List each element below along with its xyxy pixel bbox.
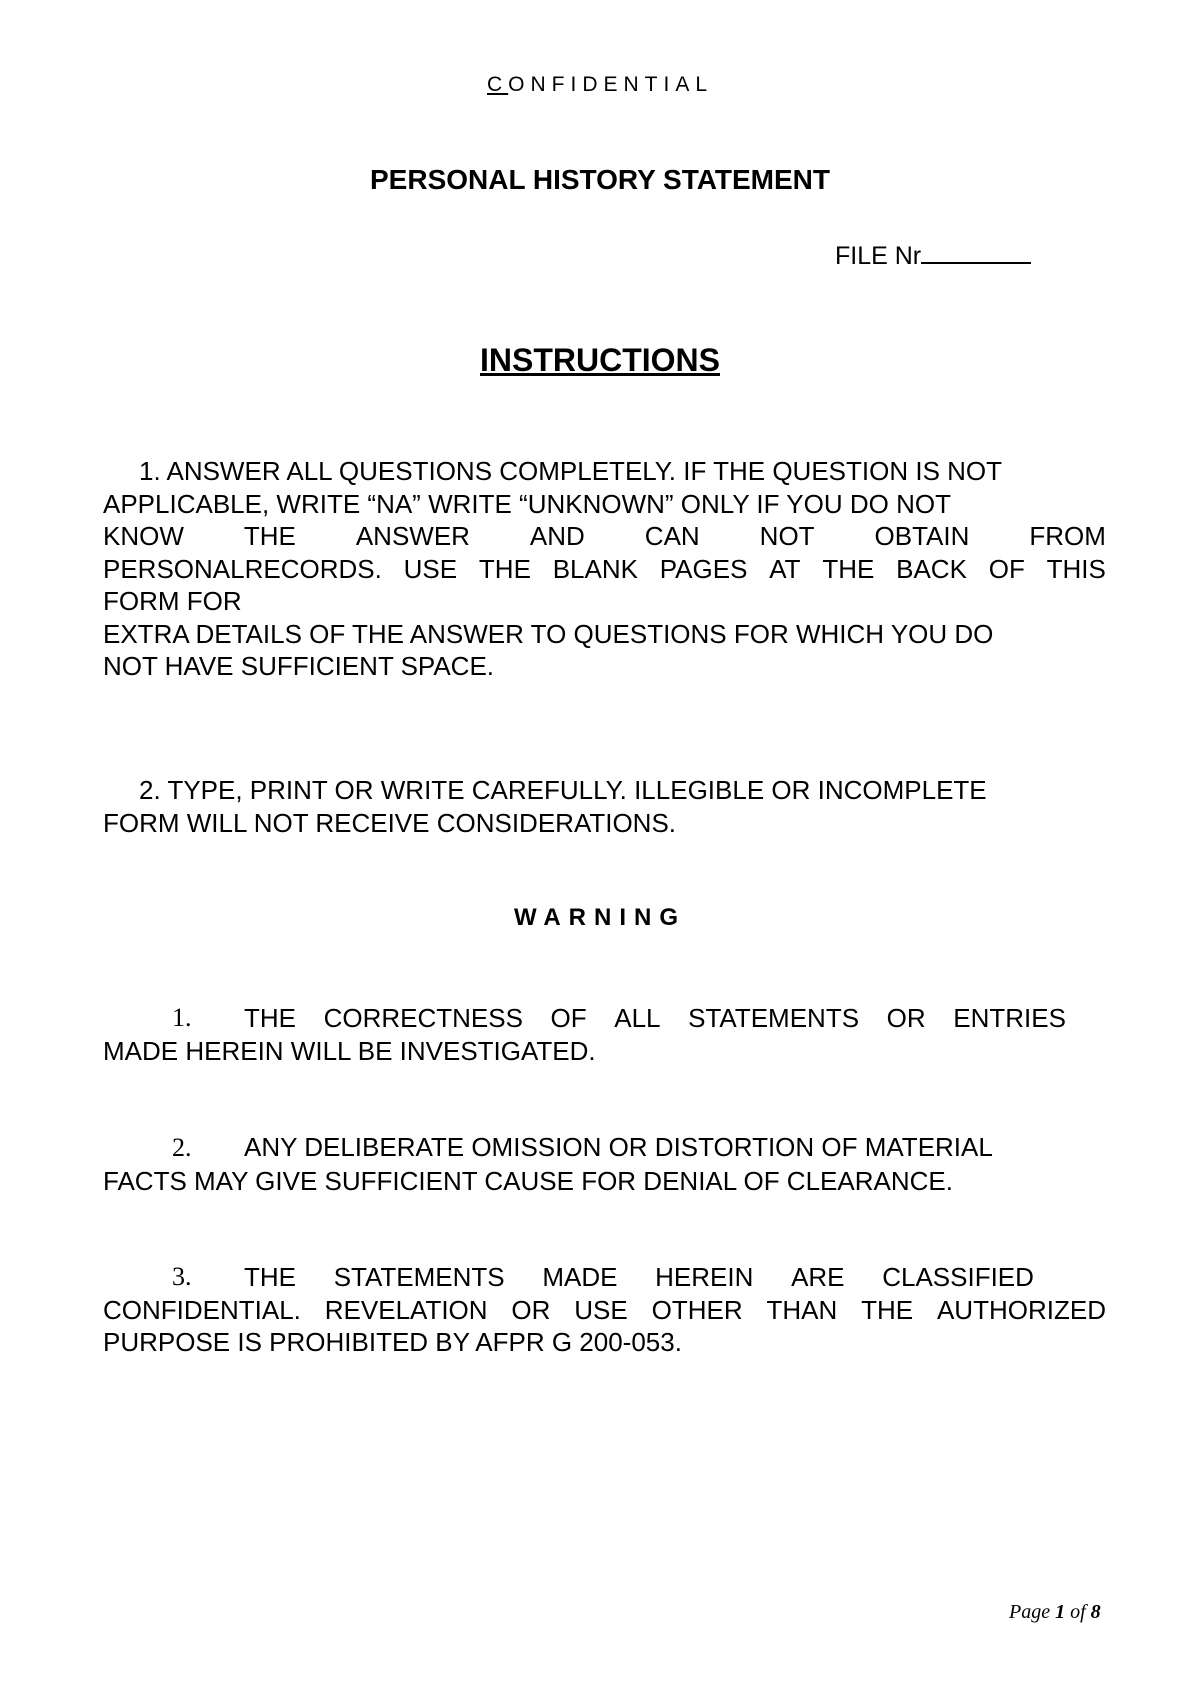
word: OR	[886, 1003, 926, 1033]
warning-2-line-2: FACTS MAY GIVE SUFFICIENT CAUSE FOR DENIAL OF CLEARANCE.	[103, 1165, 953, 1196]
word: THE	[244, 1262, 296, 1292]
warning-2-number: 2.	[172, 1133, 192, 1162]
word: NOT	[759, 521, 815, 551]
warning-heading: WARNING	[514, 904, 686, 931]
instruction-1-line-6: EXTRA DETAILS OF THE ANSWER TO QUESTIONS FOR WHICH YOU DO	[103, 618, 994, 649]
word: AND	[529, 521, 585, 551]
instruction-1-line-7: NOT HAVE SUFFICIENT SPACE.	[103, 651, 495, 681]
warning-item-3	[103, 1261, 1106, 1359]
confidential-header	[0, 73, 1200, 97]
instruction-1-line-5: FORM FOR	[103, 586, 242, 616]
word: USE	[403, 553, 458, 584]
warning-1-line-2: MADE HEREIN WILL BE INVESTIGATED.	[103, 1035, 596, 1066]
word: PERSONALRECORDS.	[103, 553, 382, 584]
word: THIS	[1046, 553, 1106, 584]
word: ENTRIES	[953, 1003, 1066, 1033]
word: OTHER	[651, 1294, 743, 1325]
word: REVELATION	[324, 1294, 488, 1325]
word: BACK	[896, 553, 967, 584]
instruction-1-line-1: 1. ANSWER ALL QUESTIONS COMPLETELY. IF THE QUESTION IS NOT	[139, 456, 1003, 486]
footer-page-word: Page	[1009, 1601, 1051, 1623]
file-number-label: FILE Nr	[835, 242, 922, 270]
word: HEREIN	[655, 1262, 754, 1292]
word: THE	[478, 553, 531, 584]
word: FROM	[1029, 521, 1106, 551]
instructions-heading: INSTRUCTIONS	[480, 342, 720, 378]
instruction-item-2	[103, 774, 1106, 839]
word: STATEMENTS	[333, 1262, 505, 1292]
file-number-field	[835, 240, 1031, 271]
page-number-footer	[1009, 1601, 1101, 1624]
word: CLASSIFIED	[882, 1262, 1034, 1292]
instruction-1-line-3	[103, 520, 1106, 553]
instruction-item-1	[103, 455, 1106, 683]
word: OR	[511, 1294, 551, 1325]
word: ANSWER	[355, 521, 470, 551]
word: BLANK	[552, 553, 638, 584]
warning-item-2	[103, 1131, 1106, 1197]
word: THE	[861, 1294, 914, 1325]
document-title: PERSONAL HISTORY STATEMENT	[370, 164, 830, 195]
word: THE	[244, 1003, 296, 1033]
instruction-1-line-4	[103, 553, 1106, 586]
word: MADE	[542, 1262, 618, 1292]
warning-2-line-1	[103, 1131, 1106, 1165]
warning-3-line-3: PURPOSE IS PROHIBITED BY AFPR G 200-053.	[103, 1327, 682, 1357]
footer-of-word: of	[1070, 1601, 1086, 1623]
word: ARE	[791, 1262, 845, 1292]
word: THE	[243, 521, 296, 551]
word: CONFIDENTIAL.	[103, 1294, 301, 1325]
confidential-rest: ONFIDENTIAL	[508, 73, 714, 96]
instruction-1-line-2: APPLICABLE, WRITE “NA” WRITE “UNKNOWN” ONLY IF YOU DO NOT	[103, 488, 951, 519]
word: STATEMENTS	[688, 1003, 860, 1033]
instruction-2-line-2: FORM WILL NOT RECEIVE CONSIDERATIONS.	[103, 807, 677, 838]
warning-1-number: 1.	[172, 1003, 192, 1032]
word: CORRECTNESS	[323, 1003, 523, 1033]
word: PAGES	[659, 553, 748, 584]
warning-3-line-1	[103, 1261, 1106, 1294]
file-number-blank-line	[921, 240, 1031, 264]
word: OBTAIN	[874, 521, 970, 551]
footer-total-pages: 8	[1090, 1601, 1101, 1623]
word: ALL	[614, 1003, 661, 1033]
word: OF	[550, 1003, 587, 1033]
warning-3-number: 3.	[172, 1262, 192, 1291]
warning-3-line-2	[103, 1294, 1106, 1327]
confidential-first-letter: C	[486, 73, 509, 96]
word: OF	[988, 553, 1025, 584]
footer-current-page: 1	[1055, 1601, 1066, 1623]
warning-item-1	[103, 1002, 1106, 1067]
word: AUTHORIZED	[936, 1294, 1106, 1325]
word: THAN	[766, 1294, 838, 1325]
word: USE	[574, 1294, 628, 1325]
word: CAN	[644, 521, 700, 551]
word: THE	[822, 553, 875, 584]
word: AT	[769, 553, 801, 584]
word: KNOW	[103, 521, 184, 551]
warning-1-line-1	[103, 1002, 1106, 1035]
warning-2-first-line: ANY DELIBERATE OMISSION OR DISTORTION OF MATERIAL	[244, 1132, 993, 1162]
instruction-2-line-1: 2. TYPE, PRINT OR WRITE CAREFULLY. ILLEGIBLE OR INCOMPLETE	[139, 775, 987, 805]
